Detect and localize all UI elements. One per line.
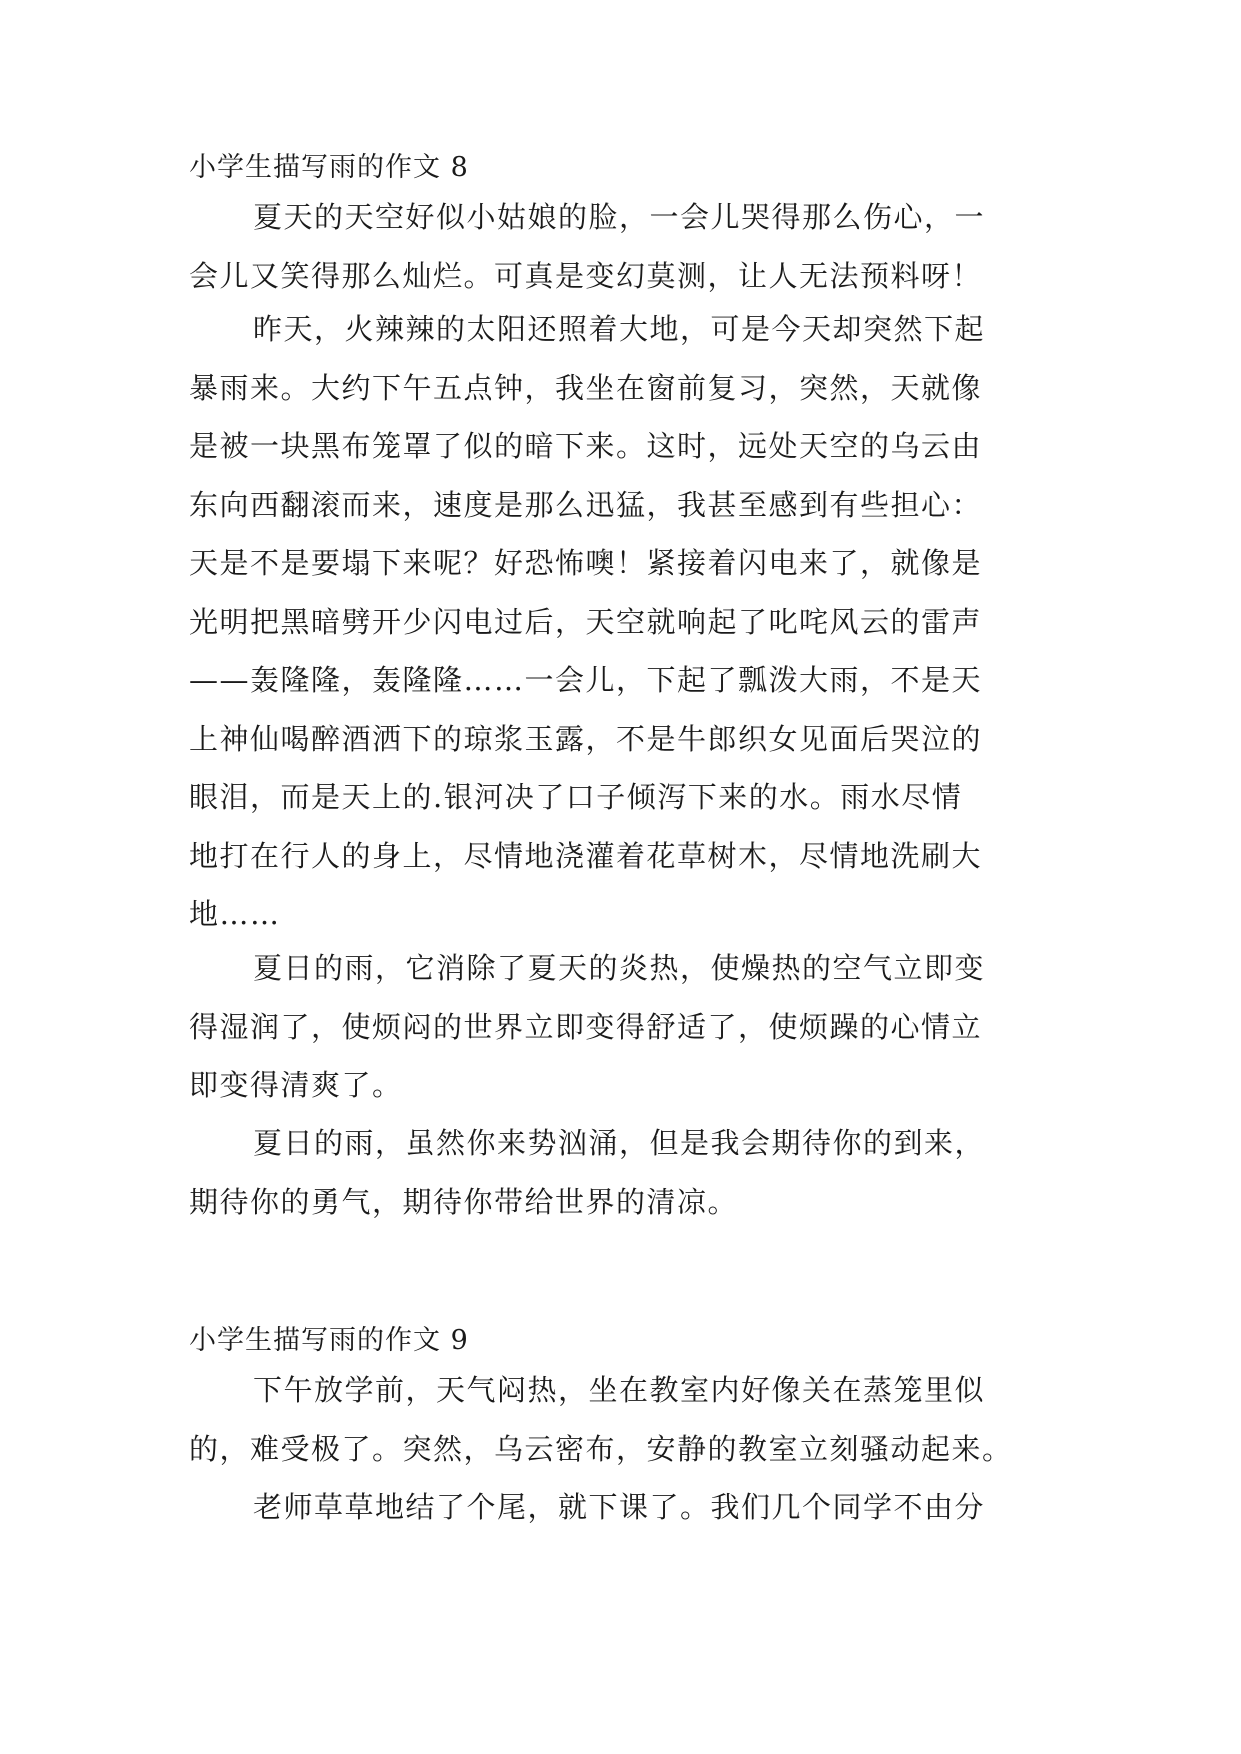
text-line: 光明把黑暗劈开少闪电过后，天空就响起了叱咤风云的雷声 [189, 604, 983, 639]
text-line: 昨天，火辣辣的太阳还照着大地，可是今天却突然下起 [253, 312, 986, 346]
text-line: 老师草草地结了个尾，就下课了。我们几个同学不由分 [253, 1490, 986, 1524]
paragraph [189, 1114, 1059, 1231]
text-line: 夏天的天空好似小姑娘的脸，一会儿哭得那么伤心，一 [253, 200, 986, 234]
text-line: 即变得清爽了。 [189, 1068, 403, 1102]
essay-title-8: 小学生描写雨的作文 8 [189, 152, 469, 183]
text-line: 是被一块黑布笼罩了似的暗下来。这时，远处天空的乌云由 [189, 429, 983, 463]
text-line: 得湿润了，使烦闷的世界立即变得舒适了，使烦躁的心情立 [189, 1009, 983, 1044]
text-line: 夏日的雨，虽然你来势汹涌，但是我会期待你的到来， [253, 1126, 986, 1160]
text-line: 地…… [189, 897, 281, 931]
paragraph [189, 1361, 1059, 1478]
paragraph [189, 1478, 1059, 1537]
text-line: ——轰隆隆，轰隆隆……一会儿，下起了瓢泼大雨，不是天 [189, 663, 983, 697]
text-line: 暴雨来。大约下午五点钟，我坐在窗前复习，突然，天就像 [189, 370, 983, 405]
text-line: 会儿又笑得那么灿烂。可真是变幻莫测，让人无法预料呀！ [189, 258, 983, 293]
text-line: 下午放学前，天气闷热，坐在教室内好像关在蒸笼里似 [253, 1373, 986, 1407]
essay-title-9: 小学生描写雨的作文 9 [189, 1325, 469, 1356]
text-line: 眼泪，而是天上的.银河决了口子倾泻下来的水。雨水尽情 [189, 780, 963, 814]
paragraph [189, 939, 1059, 1115]
text-line: 期待你的勇气，期待你带给世界的清凉。 [189, 1184, 739, 1219]
text-line: 天是不是要塌下来呢？好恐怖噢！紧接着闪电来了，就像是 [189, 546, 983, 580]
text-line: 的，难受极了。突然，乌云密布，安静的教室立刻骚动起来。 [189, 1431, 1013, 1466]
paragraph [189, 300, 1059, 944]
text-line: 地打在行人的身上，尽情地浇灌着花草树木，尽情地洗刷大 [189, 838, 983, 873]
text-line: 东向西翻滚而来，速度是那么迅猛，我甚至感到有些担心： [189, 487, 983, 522]
text-line: 夏日的雨，它消除了夏天的炎热，使燥热的空气立即变 [253, 951, 986, 985]
paragraph [189, 188, 1059, 305]
text-line: 上神仙喝醉酒洒下的琼浆玉露，不是牛郎织女见面后哭泣的 [189, 721, 983, 756]
